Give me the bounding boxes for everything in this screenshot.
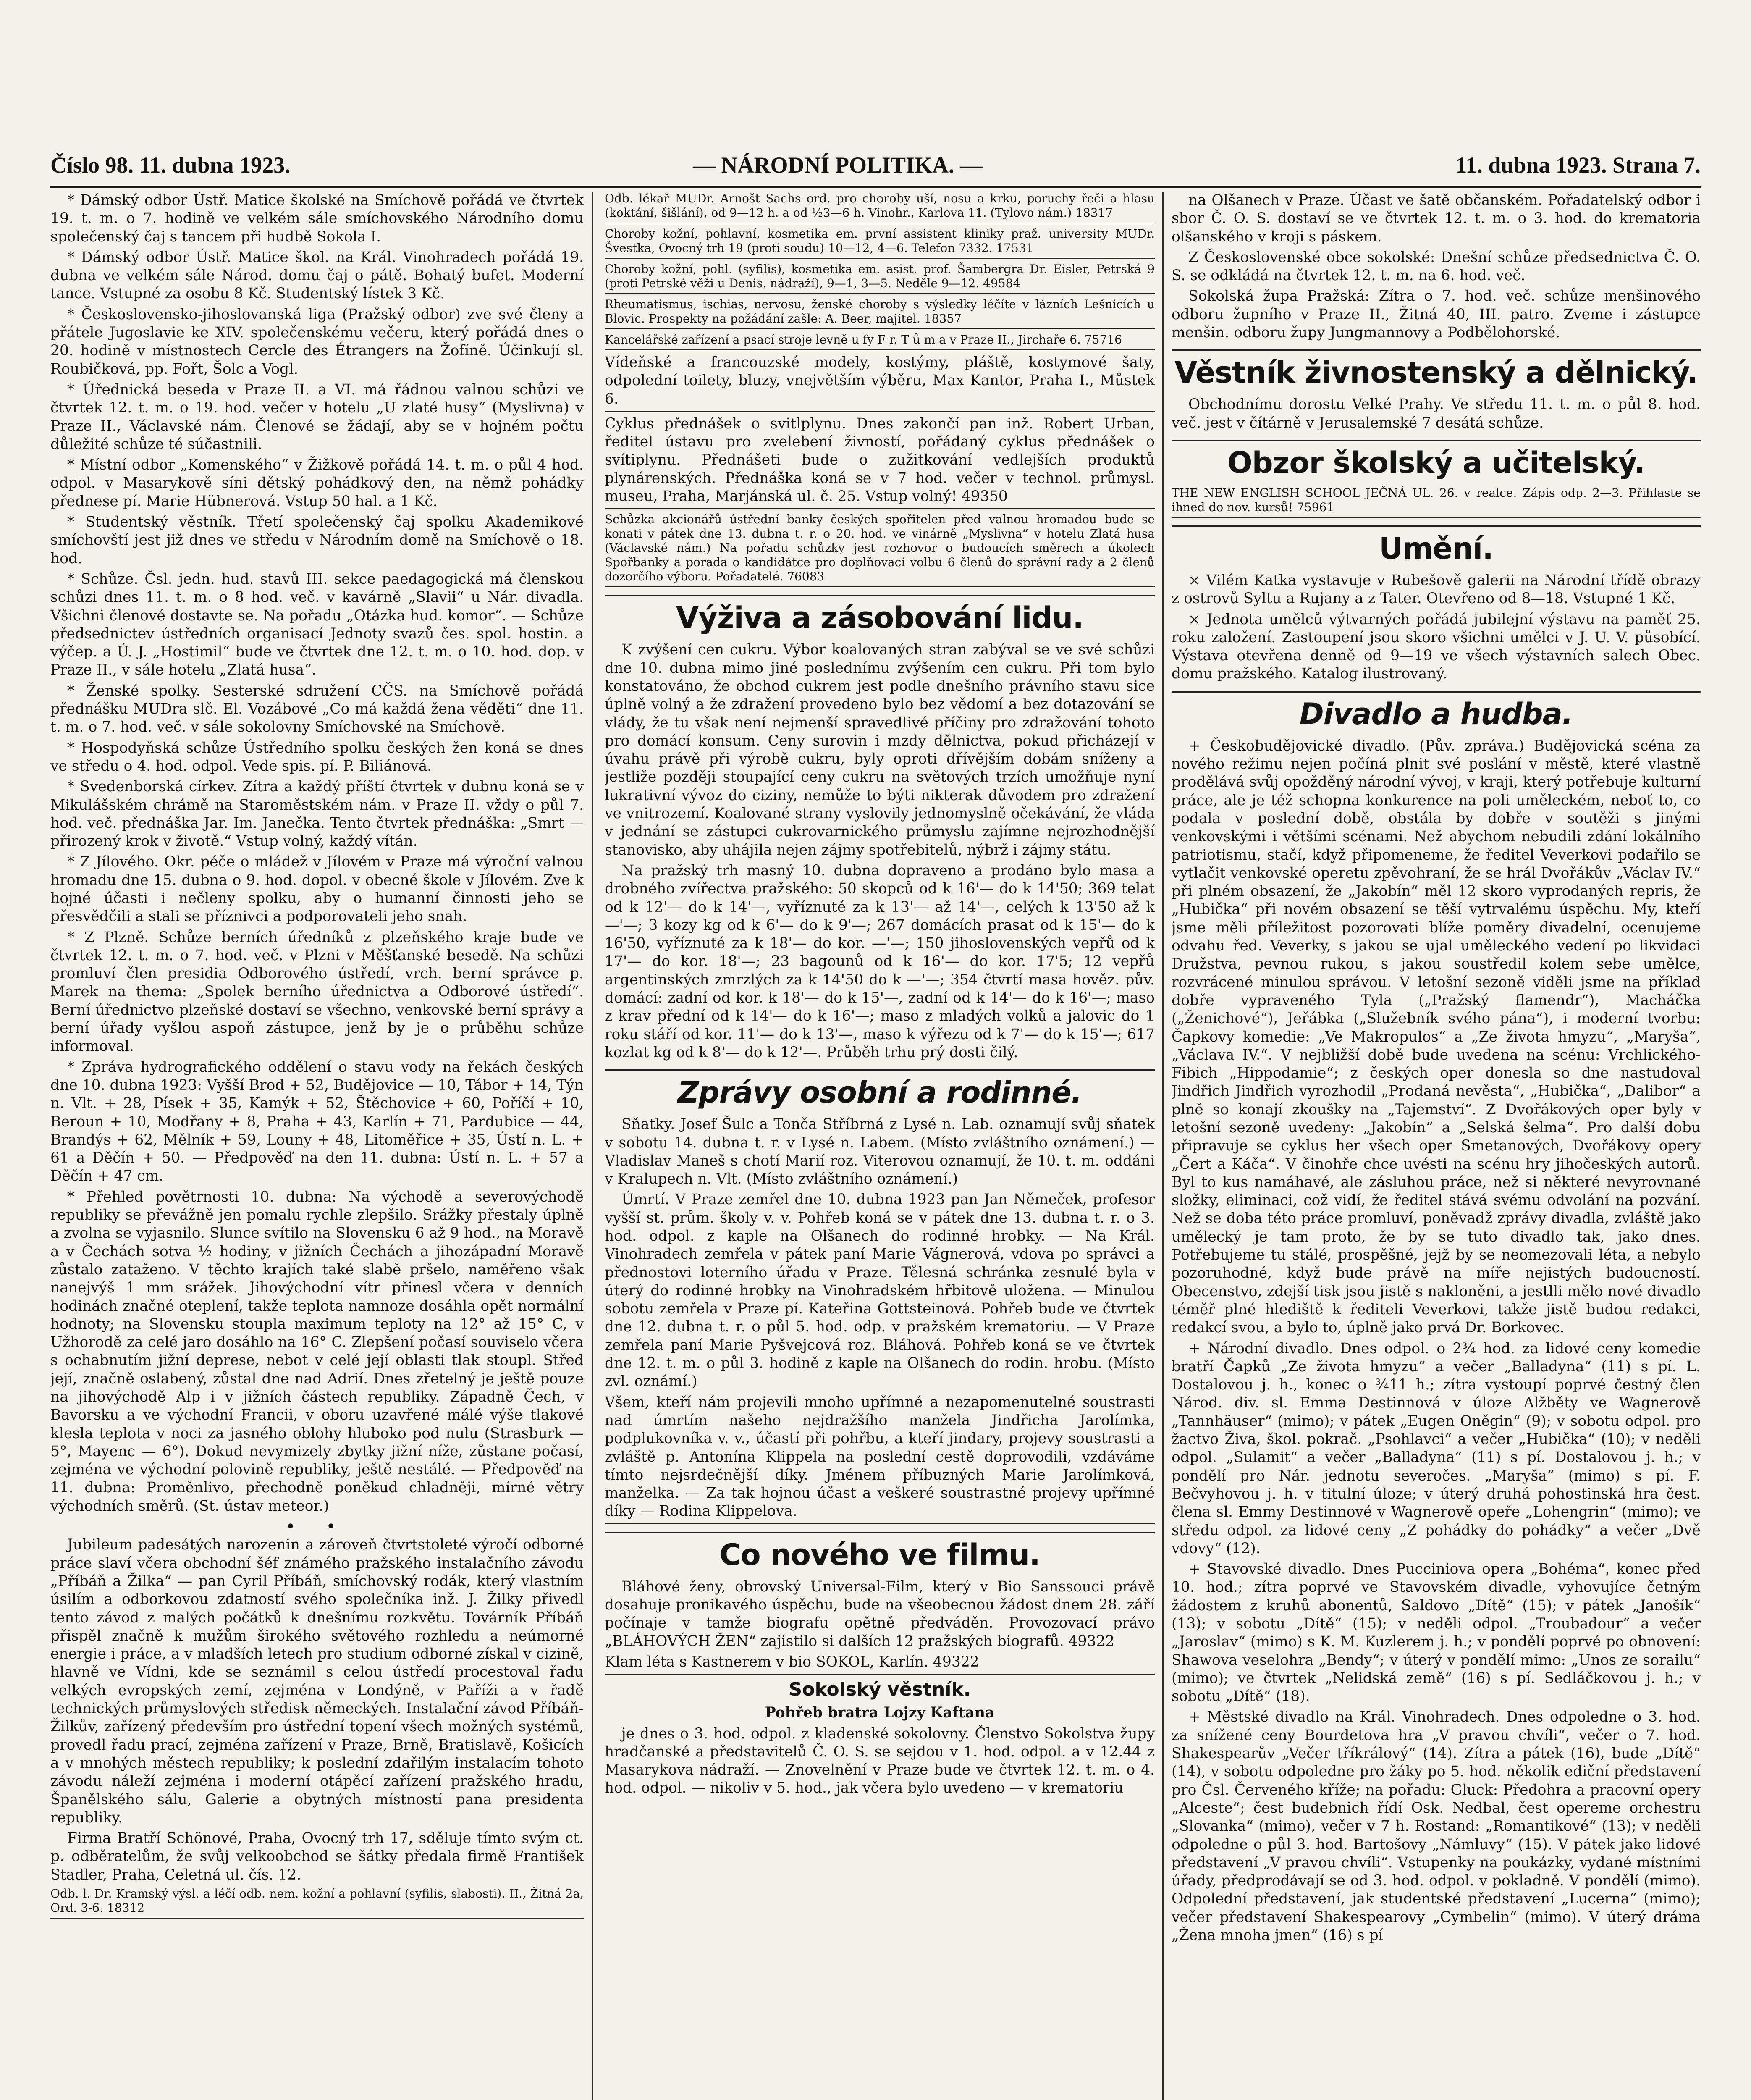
header-rule (50, 186, 1701, 188)
advertisement: Cyklus přednášek o svitlplynu. Dnes zakončí pan inž. Robert Urban, ředitel ústavu pro zvelebení živností, pořádaný cyklus přednášek o svítiplynu. Přednášeti bude o zužitkování vedlejších produktů plynárenských. Přednáška koná se v 7 hod. večer v technol. průmysl. museu, Praha, Marjánská ul. č. 25. Vstup volný! 49350 (605, 415, 1155, 509)
column-2 (605, 192, 1155, 2100)
section-heading-umeni: Umění. (1172, 525, 1701, 566)
article: Bláhové ženy, obrovský Universal-Film, který v Bio Sanssouci právě dosahuje pronikavého úspěchu, bude na všeobecnou žádost dnem 28. září počínaje v tamže biografu opětně předváděn. Provozovací právo „BLÁHOVÝCH ŽEN“ zajistilo si dalších 12 pražských biografů. 49322 (605, 1578, 1155, 1650)
article: Klam léta s Kastnerem v bio SOKOL, Karlín. 49322 (605, 1653, 1155, 1675)
advertisement: Kancelářské zařízení a psací stroje levně u fy F r. T ů m a v Praze II., Jirchaře 6. 75716 (605, 333, 1155, 350)
section-heading-skolsky: Obzor školský a učitelský. (1172, 440, 1701, 480)
article: * Československo-jihoslovanská liga (Pražský odbor) zve své členy a přátele Jugoslavie ke XIV. společenskému večeru, který pořádá dnes o 20. hodině v místnostech Cercle des Étrangers na Žofíně. Účinkují sl. Roubičková, pp. Fořt, Šolc a Vogl. (50, 306, 584, 378)
article: K zvýšení cen cukru. Výbor koalovaných stran zabýval se ve své schůzi dne 10. dubna mimo jiné poslednímu zvýšením cen cukru. Při tom bylo konstatováno, že obchod cukrem jest podle dnešního právního stavu sice úplně volný a že zdražení provedeno bylo bez vědomí a bez dotazování se vlády, že tu však není nejmenší spravedlivé příčiny pro zdražování tohoto pro domácí konsum. Ceny surovin i mzdy dělnictva, pokud přicházejí v úvahu právě při výrobě cukru, byly oproti dřívějším dobám sníženy a jestliže později stoupající ceny cukru na světových trzích umožňuje nyní lukrativní vývoz do ciziny, nemůže to býti nikterak důvodem pro zdražení ve vnitrozemí. Koalované strany vyslovily jednomyslně očekávání, že vláda v jednání se zástupci cukrovarnického průmyslu zajímne nejrozhodnější stanovisko, aby uhájila nejen zájmy spotřebitelů, nýbrž i zájmy státu. (605, 641, 1155, 858)
section-heading-divadlo: Divadlo a hudba. (1172, 691, 1701, 731)
advertisement: Rheumatismus, ischias, nervosu, ženské choroby s výsledky léčíte v lázních Lešnicích u Blovic. Prospekty na požádání zašle: A. Beer, majitel. 18357 (605, 297, 1155, 329)
article: * Schůze. Čsl. jedn. hud. stavů III. sekce paedagogická má členskou schůzi dnes 11. t. m. o 8 hod. več. v kavárně „Slavii“ u Nár. divadla. Všichni členové dostavte se. Na pořadu „Otázka hud. komor“. — Schůze předsednictev ústředních organisací Jednoty svazů čes. spol. hostin. a výčep. a Ú. J. „Hostimil“ bude ve čtvrtek dne 12. t. m. o 10. hod. dop. v Praze II., v sále hotelu „Zlatá husa“. (50, 570, 584, 679)
advertisement: Odb. l. Dr. Kramský výsl. a léčí odb. nem. kožní a pohlavní (syfilis, slabosti). II., Žitná 2a, Ord. 3-6. 18312 (50, 1887, 584, 1919)
section-heading-vyziva: Výživa a zásobování lidu. (605, 595, 1155, 635)
article: Z Československé obce sokolské: Dnešní schůze předsednictva Č. O. S. se odkládá na čtvrtek 12. t. m. na 6. hod. več. (1172, 249, 1701, 284)
article: Sokolská župa Pražská: Zítra o 7. hod. več. schůze menšinového odboru župního v Praze II., Žitná 40, III. patro. Zveme i zástupce menšin. odboru župy Jungmannovy a Podbělohorské. (1172, 288, 1701, 341)
article: * Svedenborská církev. Zítra a každý příští čtvrtek v dubnu koná se v Mikulášském chrámě na Staroměstském nám. v Praze II. vždy o půl 7. hod. več. přednáška Jar. Im. Janečka. Tento čtvrtek přednáška: „Smrt — přirozený krok v životě.“ Vstup volný, každý vítán. (50, 778, 584, 850)
article: * Z Plzně. Schůze berních úředníků z plzeňského kraje bude ve čtvrtek 12. t. m. o 7. hod. več. v Plzni v Měšťanské besedě. Na schůzi promluví člen presidia Odborového ústředí, vrch. berní správce p. Marek na thema: „Spolek berního úřednictva a Odborové ústředí“. Berní úřednictvo plzeňské dostaví se všechno, venkovské berní správy a berní úřady vyšlou aspoň zástupce, jenž by je o průběhu schůze informoval. (50, 929, 584, 1055)
advertisement: Choroby kožní, pohl. (syfilis), kosmetika em. asist. prof. Šambergra Dr. Eisler, Petrská 9 (proti Petrské věži u Denis. nádraží), 9—1, 3—5. Neděle 9—12. 49584 (605, 262, 1155, 294)
article: * Dámský odbor Ústř. Matice škol. na Král. Vinohradech pořádá 19. dubna ve velkém sále Národ. domu čaj o pátě. Bohatý bufet. Moderní tance. Vstupné za osobu 8 Kč. Studentský lístek 3 Kč. (50, 249, 584, 302)
column-rule (592, 192, 593, 2100)
article: Úmrtí. V Praze zemřel dne 10. dubna 1923 pan Jan Němeček, profesor vyšší st. prům. školy v. v. Pohřeb koná se v pátek dne 13. dubna t. r. o 3. hod. odpol. z kaple na Olšanech do rodinné hrobky. — Na Král. Vinohradech zemřela v pátek paní Marie Vágnerová, vdova po správci a přednostovi loterního úřadu v Praze. Tělesná schránka zesnulé byla v úterý do rodinné hrobky na Vinohradském hřbitově uložena. — Minulou sobotu zemřela v Praze pí. Kateřina Gottsteinová. Pohřeb bude ve čtvrtek dne 12. dubna t. r. o půl 5. hod. odp. v pražském krematoriu. — V Praze zemřela paní Marie Pyšvejcová roz. Bláhová. Pohřeb koná se ve čtvrtek dne 12. t. m. o půl 3. hodině z kaple na Olšanech do rodin. hrobu. (Místo zvl. oznámí.) (605, 1191, 1155, 1390)
column-1 (50, 192, 584, 2100)
article: * Studentský věstník. Třetí společenský čaj spolku Akademikové smíchovští jest již dnes ve středu v Národním domě na Smíchově o 18. hod. (50, 514, 584, 567)
article: Na pražský trh masný 10. dubna dopraveno a prodáno bylo masa a drobného zvířectva pražského: 50 skopců od k 16'— do k 14'50; 369 telat od k 12'— do k 14'—, vyříznuté za k 13'— až 14'—, celých k 13'50 až k —'—; 3 kozy kg od k 6'— do k 9'—; 267 domácích prasat od k 15'— do k 16'50, vyříznuté za k 18'— do kor. —'—; 150 jihoslovenských vepřů od k 17'— do kor. 18'—; 23 bagounů od k 16'— do kor. 17'5; 12 vepřů argentinských zmrzlých za k 14'50 do k —'—; 354 čtvrtí masa hověz. pův. domácí: zadní od kor. k 18'— do k 15'—, zadní od k 14'— do k 16'—; maso z krav přední od k 14'— do k 16'—; maso z mladých volků a jalovic do 1 roku stáří od kor. 11'— do k 13'—, maso k výřezu od k 7'— do k 15'—; 617 kozlat kg od k 8'— do k 12'—. Průběh trhu prý dosti čilý. (605, 862, 1155, 1061)
column-rule (1162, 192, 1164, 2100)
section-heading-sokol: Sokolský věstník. (789, 1679, 971, 1701)
header-date-page: 11. dubna 1923. Strana 7. (1455, 152, 1701, 178)
article: * Dámský odbor Ústř. Matice školské na Smíchově pořádá ve čtvrtek 19. t. m. o 7. hodině ve velkém sále smíchovského Národního domu společenský čaj s tancem při hudbě Sokola I. (50, 192, 584, 245)
article: Sňatky. Josef Šulc a Tonča Stříbrná z Lysé n. Lab. oznamují svůj sňatek v sobotu 14. dubna t. r. v Lysé n. Labem. (Místo zvláštního oznámení.) — Vladislav Maneš s chotí Marií roz. Viterovou oznamují, že 10. t. m. oddáni v Kralupech n. Vlt. (Místo zvláštního oznámení.) (605, 1116, 1155, 1188)
section-heading-film: Co nového ve filmu. (605, 1532, 1155, 1572)
article: + Stavovské divadlo. Dnes Pucciniova opera „Bohéma“, konec před 10. hod.; zítra poprvé ve Stavovském divadle, vyhovujíce četným žádostem z kruhů abonentů, Saldovo „Dítě“ (15); v pátek „Janošík“ (13); v sobotu „Dítě“ (15); v neděli odpol. „Troubadour“ a večer „Jaroslav“ (mimo) s K. M. Kuzlerem j. h.; v pondělí poprvé po obnovení: Shawova veselohra „Bendy“; v úterý v pondělí mimo: „Unos ze sorailu“ (mimo); ve čtvrtek „Nelidská země“ (16) s pí. Sedláčkovou j. h.; v sobotu „Dítě“ (18). (1172, 1561, 1701, 1705)
article: Jubileum padesátých narozenin a zároveň čtvrtstoleté výročí odborné práce slaví včera obchodní šéf známého pražského instalačního závodu „Příbáň a Žilka“ — pan Cyril Příbáň, smíchovský rodák, který vlastním úsilím a odborkovou zdatností svého společníka inž. J. Žilky přivedl tento závod z malých počátků k dnešnímu rozkvětu. Továrník Příbáň přispěl značně k mužům širokého světového rozhledu a neúmorné energie i práce, a v mladších letech pro studium odborné získal v cizině, hlavně ve Vídni, kde se seznámil s celou ústředí procestoval řadu velkých evropských zemí, zejména v Londýně, v Paříži a v řadě technických průmyslových středisk německých. Instalační závod Příbáň-Žilkův, zařízený především pro ústřední topení všech možných systémů, provedl řadu prací, zejména zařízení v Praze, Brně, Bratislavě, Košicích a v mnohých městech republiky; k poslední zdařilým instalacím tohoto závodu náleží zejména i moderní otápěcí zařízení pražského hradu, Španělského sálu, Galerie a obytných místností pana presidenta republiky. (50, 1536, 584, 1826)
article: + Českobudějovické divadlo. (Pův. zpráva.) Budějovická scéna za nového režimu nejen počíná plnit své poslání v městě, které vlastně prodělává svůj opožděný národní vývoj, v kraji, který potřebuje kulturní práce, ale je též schopna konkurence na poli uměleckém, neboť to, co podala v poslední době, obstála by dobře v soutěži s jinými venkovskými i většími scénami. Než abychom nebudili zdání lokálního patriotismu, stačí, když připomeneme, že ředitel Veverkovi podařilo se vytlačit venkovské operetu zpěvohraní, že se hrál Dvořákův „Václav IV.“ při plném obsazení, že „Jakobín“ měl 12 skoro vyprodaných repris, že „Hubička“ při novém obsazení se těší vytrvalému úspěchu. My, kteří jsme měli příležitost pozorovati blíže poměry divadelní, ocenujeme odvahu řed. Veverky, s jakou se ujal uměleckého vedení po likvidaci Družstva, pevnou rukou, s jakou soustředil kolem sebe umělce, rozvrácené minulou správou. V letošní sezoně viděli jsme na příklad dobře vypraveného Tyla („Pražský flamendr“), Macháčka („Ženichové“), Jeřábka („Služebník svého pána“), i moderní tvorbu: Čapkovy komedie: „Ve Makropulos“ a „Ze života hmyzu“, „Maryša“, „Václava IV.“. V nejbližší době bude uvedena na scénu: Vrchlického-Fibich „Hippodamie“; z českých oper donesla so dne nastudoval Jindřich Jindřich vyrozhodil „Prodaná nevěsta“, „Hubička“, „Dalibor“ a plně so konají zkoušky na „Tajemství“. Z Dvořákových oper byly v letošní sezoně uvedeny: „Jakobín“ a „Selská šelma“. Pro další dobu připravuje se cyklus her všech oper Smetanových, Dvořákovy opery „Čert a Káča“. V činohře chce uvésti na scénu hry jihočeských autorů. Byl to kus namáhavé, ale zásluhou práce, než si některé nevyrovnané složky, eliminaci, což vidí, že ředitel stává svému odvolání na pozvání. Než se doba této práce promluví, poněvadž zprávy divadla, zvláště jako umělecký je tam proto, že by se tuto divadlo tak, jako dnes. Potřebujeme tu stálé, prospěšné, jejž by se neomezovali léta, a nebylo pozoruhodné, když bude právě na míře nejistých budoucností. Obecenstvo, zdejší tisk jsou jistě s nakloněni, a jestlli mělo nové divadlo téměř plné hlediště k řediteli Veverkovi, takže jistě budou redakci, redakcí svou, a bylo to, úplně jako prvá Dr. Borkovec. (1172, 737, 1701, 1336)
article: Všem, kteří nám projevili mnoho upřímné a nezapomenutelné soustrasti nad úmrtím našeho nejdražšího manžela Jindřicha Jarolímka, podplukovníka v. v., účastí při pohřbu, a kteří jindary, projevy soustrasti a zvláště p. Antonína Klippela na poslední cestě doprovodili, vzdáváme tímto nejsrdečnější díky. Jménem příbuzných Marie Jarolímková, manželka. — Za tak hojnou účast a veškeré soustrastné projevy upřímné díky — Rodina Klippelova. (605, 1394, 1155, 1524)
article: × Vilém Katka vystavuje v Rubešově galerii na Národní třídě obrazy z ostrovů Syltu a Rujany a z Tater. Otevřeno od 8—18. Vstupné 1 Kč. (1172, 572, 1701, 607)
column-3 (1172, 192, 1701, 2100)
header-issue: Číslo 98. 11. dubna 1923. (50, 152, 291, 178)
section-heading-zivnost: Věstník živnostenský a dělnický. (1172, 349, 1701, 390)
header-masthead: — NÁRODNÍ POLITIKA. — (693, 152, 983, 178)
article: Obchodnímu dorostu Velké Prahy. Ve středu 11. t. m. o půl 8. hod. več. jest v čítárně v Jerusalemské 7 desátá schůze. (1172, 396, 1701, 431)
advertisement: Odb. lékař MUDr. Arnošt Sachs ord. pro choroby uší, nosu a krku, poruchy řeči a hlasu (koktání, šišlání), od 9—12 h. a od ½3—6 h. Vinohr., Karlova 11. (Tylovo nám.) 18317 (605, 192, 1155, 223)
section-heading-zpravy: Zprávy osobní a rodinné. (605, 1069, 1155, 1110)
article: je dnes o 3. hod. odpol. z kladenské sokolovny. Členstvo Sokolstva župy hradčanské a představitelů Č. O. S. se sejdou v 1. hod. odpol. a v 12.44 z Masarykova nádraží. — Znovelnění v Praze bude ve čtvrtek 12. t. m. o 4. hod. odpol. — nikoliv v 5. hod., jak včera bylo uvedeno — v krematoriu (605, 1725, 1155, 1797)
article: * Úřednická beseda v Praze II. a VI. má řádnou valnou schůzi ve čtvrtek 12. t. m. o 19. hod. večer v hotelu „U zlaté husy“ (Myslivna) v Praze II., Václavské nám. Členové se žádají, aby se v hojném počtu důležité schůze té súčastnili. (50, 381, 584, 453)
article: na Olšanech v Praze. Účast ve šatě občanském. Pořadatelský odbor i sbor Č. O. S. dostaví se ve čtvrtek 12. t. m. o 3. hod. do krematoria olšanského v kroji s páskem. (1172, 192, 1701, 245)
article: * Přehled povětrnosti 10. dubna: Na východě a severovýchodě republiky se převážně jen pomalu rychle zlepšilo. Srážky přestaly úplně a zvolna se vyjasnilo. Slunce svítilo na Slovensku 6 až 9 hod., na Moravě a v Čechách sotva ½ hodiny, v jižních Čechách a jihozápadní Moravě zůstalo zataženo. V těchto krajích také slabě pršelo, naměřeno však nanejvýš 1 mm srážek. Jihovýchodní vítr přinesl včera v denních hodinách značné oteplení, takže teplota namnoze dosáhla opět normální hodnoty; na Slovensku stoupla maximum teploty na 12° až 15° C, v Užhorodě za celé jaro dosáhlo na 16° C. Zlepšení počasí souviselo včera s ochabnutím jižní deprese, nebot v celé její oblasti tlak stoupl. Střed její, značně oslabený, zůstal dne nad Adrií. Dnes zřetelný je ještě pouze na jihovýchodě Alp i v jižních částech republiky. Západně Čech, v Bavorsku a ve východní Francii, v oboru uzavřené málé výše tlakové klesla teplota v noci za jasného oblohy hluboko pod nulu (Strasburk — 5°, Mayenc — 6°). Dokud nevymizely zbytky jižní níže, zůstane počasí, zejména ve východní polovině republiky, ještě nestálé. — Předpověď na 11. dubna: Proměnlivo, přechodně poněkud chladněji, mírné větry východních směrů. (St. ústav meteor.) (50, 1188, 584, 1515)
article: + Městské divadlo na Král. Vinohradech. Dnes odpoledne o 3. hod. za snížené ceny Bourdetova hra „V pravou chvíli“, večer o 7. hod. Shakespearův „Večer tříkrálový“ (14). Zítra a pátek (16), bude „Dítě“ (14), v sobotu odpoledne pro žáky po 5. hod. několik ediční představení pro Čsl. Červeného kříže; na pořadu: Gluck: Předohra a pracovní opery „Alceste“; čest budebnich řídí Osk. Nedbal, čest opereme orchestru „Slovanka“ (mimo), večer v 7 h. Rostand: „Romantikové“ (13); v neděli odpoledne o půl 3. hod. Bartošovy „Námluvy“ (15). V pátek jako lidové představení „V pravou chvíli“. Vstupenky na poukázky, vydané místními úřady, předprodávají se od 3. hod. odpol. v pokladně. V pondělí (mimo). Odpolední představení, jak studentské představení „Lucerna“ (mimo); večer představení Shakespearovy „Cymbelin“ (mimo). V úterý dráma „Žena mnoha jmen“ (16) s pí (1172, 1709, 1701, 1944)
section-divider: • • (286, 1517, 349, 1537)
advertisement: THE NEW ENGLISH SCHOOL JEČNÁ UL. 26. v realce. Zápis odp. 2—3. Přihlaste se ihned do nov. kursů! 75961 (1172, 486, 1701, 518)
article: * Zpráva hydrografického oddělení o stavu vody na řekách českých dne 10. dubna 1923: Vyšší Brod + 52, Budějovice — 10, Tábor + 14, Týn n. Vlt. + 28, Písek + 35, Kamýk + 52, Štěchovice + 60, Poříčí + 10, Beroun + 10, Modřany + 8, Praha + 43, Karlín + 71, Pardubice — 44, Brandýs + 62, Mělník + 59, Louny + 48, Litoměřice + 35, Ústí n. L. + 61 a Děčín + 50. — Předpověď na den 11. dubna: Ústí n. L. + 57 a Děčín + 47 cm. (50, 1058, 584, 1185)
page-header (50, 152, 1701, 186)
advertisement: Schůzka akcionářů ústřední banky českých spořitelen před valnou hromadou bude se konati v pátek dne 13. dubna t. r. o 20. hod. ve vinárně „Myslivna“ v hotelu Zlatá husa (Václavské nám.) Na pořadu schůzky jest rozhovor o budoucích směrech a úkolech Spořbanky a porada o kandidátce pro doplňovací volbu 6 členů do správní rady a 2 členů dozorčího výboru. Pořadatelé. 76083 (605, 512, 1155, 587)
article: * Hospodyňská schůze Ústředního spolku českých žen koná se dnes ve středu o 4. hod. odpol. Vede spis. pí. P. Biliánová. (50, 739, 584, 774)
article: * Místní odbor „Komenského“ v Žižkově pořádá 14. t. m. o půl 4 hod. odpol. v Masarykově síni dětský pohádkový den, na němž pohádky přednese pí. Marie Hübnerová. Vstup 50 hal. a 1 Kč. (50, 457, 584, 510)
article: × Jednota umělců výtvarných pořádá jubilejní výstavu na paměť 25. roku založení. Zastoupení jsou skoro všichni umělci v J. U. V. působící. Výstava otevřena denně od 9—19 ve všech výstavních salech Obec. domu pražského. Katalog ilustrovaný. (1172, 611, 1701, 682)
article: Firma Bratří Schönové, Praha, Ovocný trh 17, sděluje tímto svým ct. p. odběratelům, že svůj velkoobchod se šátky předala firmě František Stadler, Praha, Celetná ul. čís. 12. (50, 1830, 584, 1883)
advertisement: Choroby kožní, pohlavní, kosmetika em. první assistent kliniky praž. university MUDr. Švestka, Ovocný trh 19 (proti soudu) 10—12, 4—6. Telefon 7332. 17531 (605, 227, 1155, 259)
article: * Ženské spolky. Sesterské sdružení CČS. na Smíchově pořádá přednášku MUDra slč. El. Vozábové „Co má každá žena věděti“ dne 11. t. m. o 7. hod. več. v sále sokolovny Smíchovské na Smíchově. (50, 682, 584, 736)
advertisement: Vídeňské a francouzské modely, kostýmy, pláště, kostymové šaty, odpolední toilety, bluzy, vnejvětším výběru, Max Kantor, Praha I., Můstek 6. (605, 354, 1155, 412)
article: + Národní divadlo. Dnes odpol. o 2¾ hod. za lidové ceny komedie bratří Čapků „Ze života hmyzu“ a večer „Balladyna“ (11) s pí. L. Dostalovou j. h., konec o ¾11 h.; zítra vystoupí poprvé čestný člen Národ. div. sl. Emma Destinnová v úloze Alžběty ve Wagnerově „Tannhäuser“ (mimo); v pátek „Eugen Oněgin“ (9); v sobotu odpol. pro žactvo Živa, škol. pokrač. „Psohlavci“ a večer „Hubička“ (10); v neděli odpol. „Sulamit“ a večer „Balladyna“ (11) s pí. Dostalovou j. h.; v pondělí pro Nár. jednotu severočes. „Maryša“ (mimo) s pí. F. Bečvyhovou j. h. v titulní úloze; v úterý druhá pohostinská hra čest. člena sl. Emmy Destinnové v Wagnerově opeře „Lohengrin“ (mimo); ve středu odpol. za lidové ceny „Z pohádky do pohádky“ a večer „Dvě vdovy“ (12). (1172, 1340, 1701, 1557)
article-title: Pohřeb bratra Lojzy Kaftana (765, 1704, 995, 1722)
article: * Z Jílového. Okr. péče o mládež v Jílovém v Praze má výroční valnou hromadu dne 15. dubna o 9. hod. dopol. v obecné škole v Jílovém. Zve k hojné účasti i nečleny spolku, aby o humanní činnosti jeho se přesvědčili a stali se příznivci a podporovateli jeho snah. (50, 853, 584, 925)
